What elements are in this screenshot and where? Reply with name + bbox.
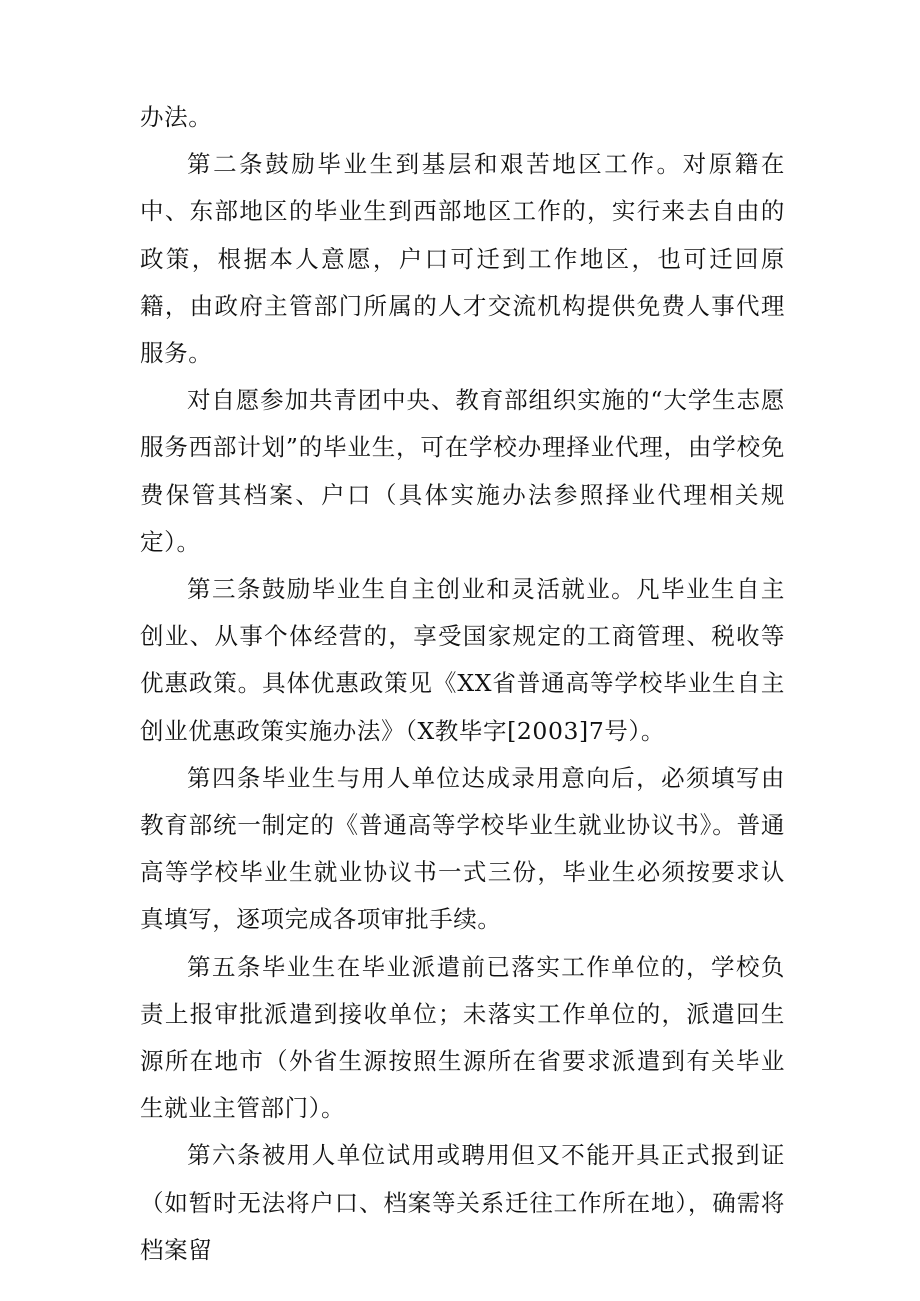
- paragraph-article-3: 第三条鼓励毕业生自主创业和灵活就业。凡毕业生自主创业、从事个体经营的，享受国家规定的工商管理、税收等优惠政策。具体优惠政策见《XX省普通高等学校毕业生自主创业优惠政策实施办法》（X教毕字[2003]7号）。: [140, 575, 785, 745]
- paragraph-volunteer-plan: 对自愿参加共青团中央、教育部组织实施的“大学生志愿服务西部计划”的毕业生，可在学校办理择业代理，由学校免费保管其档案、户口（具体实施办法参照择业代理相关规定）。: [140, 386, 785, 556]
- paragraph-article-6: 第六条被用人单位试用或聘用但又不能开具正式报到证（如暂时无法将户口、档案等关系迁往工作所在地），确需将档案留: [140, 1141, 785, 1264]
- paragraph-continuation: 办法。: [140, 103, 213, 131]
- document-body: [140, 94, 785, 1274]
- paragraph-article-5: 第五条毕业生在毕业派遣前已落实工作单位的，学校负责上报审批派遣到接收单位；未落实工作单位的，派遣回生源所在地市（外省生源按照生源所在省要求派遣到有关毕业生就业主管部门）。: [140, 952, 785, 1123]
- paragraph-article-2: 第二条鼓励毕业生到基层和艰苦地区工作。对原籍在中、东部地区的毕业生到西部地区工作的，实行来去自由的政策，根据本人意愿，户口可迁到工作地区，也可迁回原籍，由政府主管部门所属的人才交流机构提供免费人事代理服务。: [140, 150, 785, 368]
- paragraph-article-4: 第四条毕业生与用人单位达成录用意向后，必须填写由教育部统一制定的《普通高等学校毕业生就业协议书》。普通高等学校毕业生就业协议书一式三份，毕业生必须按要求认真填写，逐项完成各项审批手续。: [140, 763, 785, 934]
